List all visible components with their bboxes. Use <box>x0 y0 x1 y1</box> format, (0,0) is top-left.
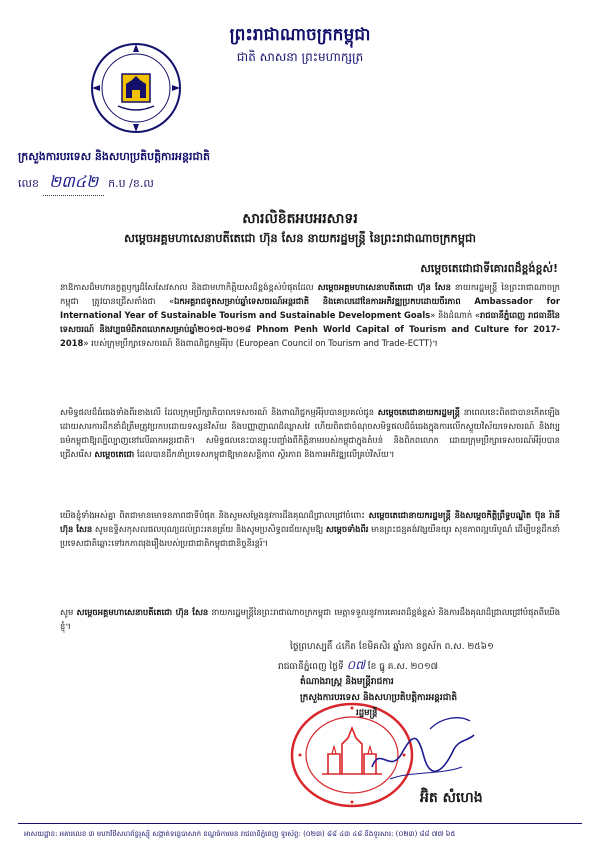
kingdom-motto: ជាតិ សាសនា ព្រះមហាក្សត្រ <box>236 50 364 64</box>
place-date: រាជធានីភ្នំពេញ ថ្ងៃទី ០៧ ខែ ធ្នូ គ.ស. ២០១៧ <box>278 658 439 672</box>
footer-divider <box>18 823 582 824</box>
signatory-ministry: ក្រសួងការបរទេស និងសហប្រតិបត្តិការអន្តរជាតិ <box>300 693 458 703</box>
reference-value: ២៣៤២ <box>43 171 104 196</box>
signatory-role: រដ្ឋមន្ត្រី <box>356 708 378 718</box>
paragraph-3: យើងខ្ញុំទាំងអស់គ្នា ពិតជាមានមោទនភាពជាទីបំផុត និងសូមសម្តែងនូវការដឹងគុណដ៏ជ្រាលជ្រៅចំពោះ សម្តេចតេជោនាយករដ្ឋមន្ត្រី និងសម្តេចកិត្តិព្រឹទ្ធបណ្ឌិត ប៊ុន រ៉ានី ហ៊ុន សែន សូមឧទ្ទិសកុសលផលបុណ្យដល់ព្រះរតនត្រ័យ និងសូមប្រសិទ្ធពរជ័យសូមឱ្យ សម្តេចទាំងពីរ មានព្រះជន្មគង់វង្សយឺនយូរ សុខភាពល្អបរិបូណ៌ ដើម្បីបន្តដឹកនាំប្រទេសជាតិឆ្ពោះទៅរកភាពរុងរឿងរបស់ប្រជាជាតិកម្ពុជាជានិច្ចនិរន្តរ៍។ <box>60 510 560 548</box>
paragraph-2: សមិទ្ធផលដ៏ធំធេងទាំងពីរខាងលើ ដែលក្រុមប្រឹក្សាភិបាលទេសចរណ៍ និងពាណិជ្ជកម្មអឺរ៉ុបបានប្រគល់ជូន សម្តេចតេជោនាយករដ្ឋមន្ត្រី នាពេលនេះពិតជាបានកើតឡើងដោយសារការដឹកនាំដ៏ត្រឹមត្រូវប្រកបដោយទស្សនវិស័យ និងបញ្ញាញាណដ៏ឈ្លាសវៃ ហើយពិតជាចំណុចសមិទ្ធផលដ៏ធំធេងក្នុងការលើកស្ទួយវិស័យទេសចរណ៍ និងវប្បធម៌កម្ពុជាឱ្យល្បីល្បាញនៅលើឆាកអន្តរជាតិ។ សមិទ្ធផលនេះបានឆ្លុះបញ្ចាំងពីកិត្តិនាមរបស់កម្ពុជាក្នុងតំបន់ និងពិភពលោក ដោយក្រុមប្រឹក្សាទេសចរណ៍អឺរ៉ុបបានជ្រើសរើស សម្តេចតេជោ ដែលបានដឹកនាំប្រទេសកម្ពុជាឱ្យមានសន្តិភាព ស្ថិរភាព និងការអភិវឌ្ឍលើគ្រប់វិស័យ។ <box>60 407 560 459</box>
reference-number <box>18 171 154 196</box>
signatory-name: អ៊ិត សំហេង <box>420 790 483 806</box>
handwritten-signature-icon <box>350 705 500 795</box>
reference-suffix: ក.ប /ខ.ល <box>108 177 154 190</box>
lunar-date: ថ្ងៃព្រហស្បតិ៍ ៤កើត ខែមិគសិរ ឆ្នាំរកា នព្វស័ក ព.ស. ២៥៦១ <box>290 642 494 652</box>
footer-address: អាសយដ្ឋាន: អគារលេខ ៣ មហាវិថីសហព័ន្ធរុស្ស៊ី សង្កាត់ទន្លេបាសាក់ ខណ្ឌចំការមន រាជធានីភ្នំពេញ ទូរស័ព្ទ: (០២៣) ៨៨ ៤៣ ៤៨ និងទូរសារ: (០២៣) ៨៨ ៧៧ ៦៥ <box>24 830 456 838</box>
ministry-name: ក្រសួងការបរទេស និងសហប្រតិបត្តិការអន្តរជាតិ <box>18 150 210 163</box>
signatory-office: តំណាងរាស្ត្រ និងមន្ត្រីរាជការ <box>300 677 394 687</box>
ministry-emblem-icon <box>88 40 184 136</box>
paragraph-1: នាឱកាសដ៏មហានក្ខត្តឫក្សដ៏សែសែវសាល និងជាមហាកិត្តិយសដ៏ខ្ពង់ខ្ពស់បំផុតដែល សម្តេចអគ្គមហាសេនាបតីតេជោ ហ៊ុន សែន នាយករដ្ឋមន្ត្រី នៃព្រះរាជាណាចក្រកម្ពុជា ត្រូវបានជ្រើសតាំងជា «ឯកអគ្គរាជទូតសម្រាប់ឆ្នាំទេសចរណ៍អន្តរជាតិ និងគោលដៅនៃការអភិវឌ្ឍប្រកបដោយចីរភាព Ambassador for International Year of Sustainable Tourism and Sustainable Development Goals» និងដំណាក់ «រាជធានីភ្នំពេញ រាជធានីនៃទេសចរណ៍ និងវប្បធម៌ពិភពលោកសម្រាប់ឆ្នាំ២០១៧-២០១៨ Phnom Penh World Capital of Tourism and Culture for 2017-2018» របស់ក្រុមប្រឹក្សាទេសចរណ៍ និងពាណិជ្ជកម្មអឺរ៉ុប (European Council on Tourism and Trade-ECTT)។ <box>60 282 560 348</box>
paragraph-4: សូម សម្តេចអគ្គមហាសេនាបតីតេជោ ហ៊ុន សែន នាយករដ្ឋមន្ត្រីនៃព្រះរាជាណាចក្រកម្ពុជា មេត្តាទទួលនូវការគោរពដ៏ខ្ពង់ខ្ពស់ និងការដឹងគុណដ៏ជ្រាលជ្រៅបំផុតពីយើងខ្ញុំ។ <box>60 607 561 631</box>
letter-title: សារលិខិតអបអរសាទរ <box>242 211 358 227</box>
kingdom-title: ព្រះរាជាណាចក្រកម្ពុជា <box>229 25 371 45</box>
date-day: ០៧ <box>346 658 365 672</box>
salutation: សម្តេចតេជោជាទីគោរពដ៏ខ្ពង់ខ្ពស់! <box>420 262 558 275</box>
reference-label: លេខ <box>18 177 39 190</box>
letter-subtitle: សម្តេចអគ្គមហាសេនាបតីតេជោ ហ៊ុន សែន នាយករដ្ឋមន្ត្រី នៃព្រះរាជាណាចក្រកម្ពុជា <box>124 231 476 245</box>
